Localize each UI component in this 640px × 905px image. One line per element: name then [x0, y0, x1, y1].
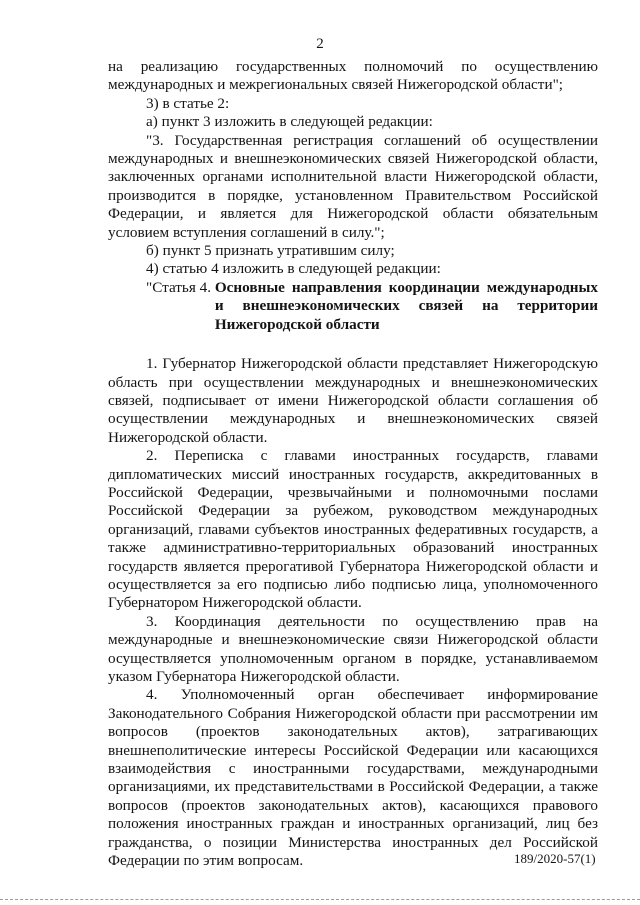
paragraph: 3) в статье 2:	[146, 94, 230, 112]
article-paragraph: 2. Переписка с главами иностранных государств, главами дипломатических миссий иностранных государств, аккредитованных в Российской Федерации, чрезвычайными и полномочными послами Российской Федерации за рубежом, руководством международных организаций, главами субъектов иностранных федеративных государств, а также административно-территориальных образований иностранных государств является прерогативой Губернатора Нижегородской области и осуществляется за его подписью либо подписью лица, уполномоченного Губернатором Нижегородской области.	[108, 447, 598, 612]
spacer	[108, 334, 598, 355]
article-heading-prefix: "Статья 4.	[146, 278, 215, 296]
article-paragraph: 1. Губернатор Нижегородской области представляет Нижегородскую область при осуществлении международных и внешнеэкономических связей, подписывает от имени Нижегородской области соглашения об осуществлении международных и внешнеэкономических связей Нижегородской области.	[108, 355, 598, 446]
page-bottom-rule	[0, 899, 640, 901]
paragraph: б) пункт 5 признать утратившим силу;	[146, 242, 395, 260]
page-number: 2	[316, 36, 324, 52]
paragraph: "3. Государственная регистрация соглашений об осуществлении международных и внешнеэкономических связей Нижегородской области, заключенных органами исполнительной власти Нижегородской области, производится в порядке, установленном Правительством Российской Федерации, и является для Нижегородской области обязательным условием вступления соглашений в силу.";	[108, 131, 598, 241]
paragraph: на реализацию государственных полномочий по осуществлению международных и межрегиональных связей Нижегородской области";	[108, 58, 598, 94]
article-paragraph: 3. Координация деятельности по осуществлению прав на международные и внешнеэкономические связи Нижегородской области осуществляется уполномоченным органом в порядке, устанавливаемом указом Губернатора Нижегородской области.	[108, 612, 598, 685]
paragraph: 4) статью 4 изложить в следующей редакции:	[146, 260, 441, 278]
article-paragraph: 4. Уполномоченный орган обеспечивает информирование Законодательного Собрания Нижегородской области при рассмотрении им вопросов (проектов законодательных актов), затрагивающих внешнеполитические интересы Российской Федерации или касающихся взаимодействия с иностранными государствами, международными организациями, их представительствами в Российской Федерации, а также вопросов (проектов законодательных актов), касающихся правового положения иностранных граждан и иностранных организаций, лиц без гражданства, о позиции Министерства иностранных дел Российской Федерации по этим вопросам.	[108, 686, 598, 870]
document-body	[108, 58, 598, 870]
paragraph: а) пункт 3 изложить в следующей редакции:	[146, 113, 433, 131]
article-heading	[108, 279, 598, 334]
document-code: 189/2020-57(1)	[514, 851, 596, 866]
article-heading-title: Основные направления координации международных и внешнеэкономических связей на территории Нижегородской области	[214, 278, 598, 333]
